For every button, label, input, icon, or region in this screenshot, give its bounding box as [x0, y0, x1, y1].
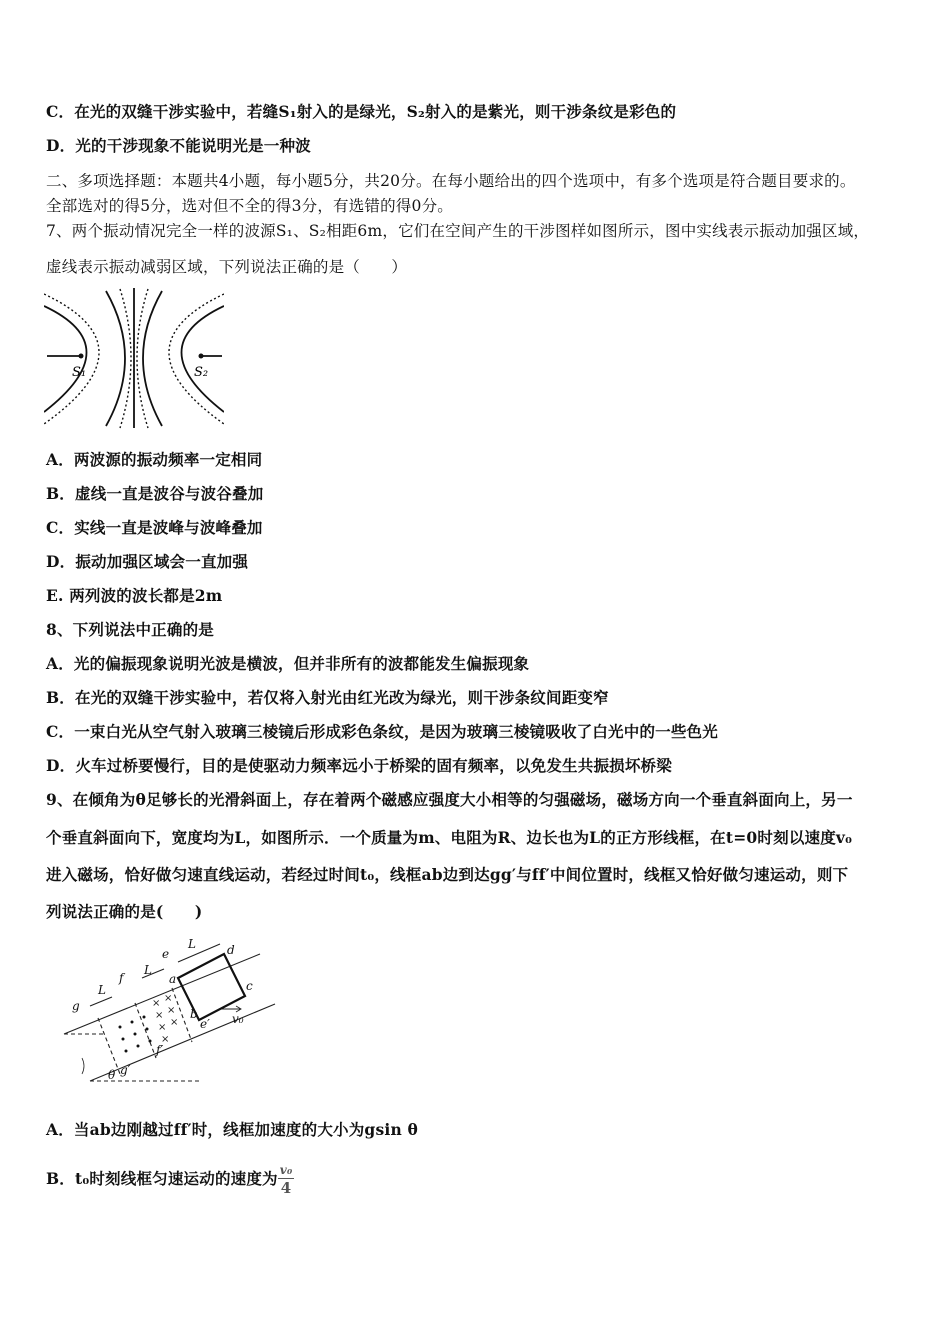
- q9-stem-4: 列说法正确的是( ): [46, 902, 203, 921]
- label-d: d: [227, 943, 235, 957]
- svg-text:×: ×: [158, 1022, 167, 1033]
- dim-L1: [90, 997, 112, 1006]
- label-e-prime: e′: [200, 1017, 210, 1031]
- source-s2-dot: [199, 354, 204, 359]
- inclined-plane-figure: [60, 934, 280, 1084]
- q7-stem-1: 7、两个振动情况完全一样的波源S₁、S₂相距6m，它们在空间产生的干涉图样如图所示，图中实线表示振动加强区域，: [46, 222, 870, 240]
- q8-stem: 8、下列说法中正确的是: [46, 620, 214, 639]
- fraction-v0-over-4: [278, 1164, 295, 1196]
- q8-option-d: D．火车过桥要慢行，目的是使驱动力频率远小于桥梁的固有频率，以免发生共振损坏桥梁: [46, 756, 672, 775]
- svg-text:×: ×: [170, 1017, 179, 1028]
- interference-pattern-figure: [44, 286, 224, 431]
- q9-stem-3: 进入磁场，恰好做匀速直线运动，若经过时间t₀，线框ab边到达gg′与ff′中间位置时，线框又恰好做匀速运动，则下: [46, 865, 849, 884]
- q9-option-a: A．当ab边刚越过ff′时，线框加速度的大小为gsin θ: [46, 1120, 419, 1139]
- label-L3: L: [188, 937, 196, 951]
- label-L2: L: [144, 963, 152, 977]
- boundary-gg: [98, 1018, 120, 1074]
- svg-text:×: ×: [167, 1005, 176, 1016]
- section2-instructions-2: 全部选对的得5分，选对但不全的得3分，有选错的得0分。: [46, 197, 453, 215]
- q7-option-b: B．虚线一直是波谷与波谷叠加: [46, 484, 264, 503]
- label-L1: L: [98, 983, 106, 997]
- label-e: e: [162, 947, 170, 961]
- boundary-ff: [135, 1003, 156, 1058]
- q8-option-a: A．光的偏振现象说明光波是横波，但并非所有的波都能发生偏振现象: [46, 654, 530, 673]
- q6-option-c: C．在光的双缝干涉实验中，若缝S₁射入的是绿光，S₂射入的是紫光，则干涉条纹是彩色的: [46, 102, 677, 121]
- label-v0: v₀: [232, 1012, 244, 1026]
- label-g: g: [72, 999, 80, 1013]
- label-s1: S₁: [72, 365, 87, 380]
- q8-option-b: B．在光的双缝干涉实验中，若仅将入射光由红光改为绿光，则干涉条纹间距变窄: [46, 688, 609, 707]
- q7-option-d: D．振动加强区域会一直加强: [46, 552, 249, 571]
- q9-option-b-text: B．t₀时刻线框匀速运动的速度为: [46, 1169, 278, 1188]
- q8-option-c: C．一束白光从空气射入玻璃三棱镜后形成彩色条纹，是因为玻璃三棱镜吸收了白光中的一些色光: [46, 722, 718, 741]
- label-f: f: [119, 971, 124, 985]
- svg-text:×: ×: [161, 1034, 170, 1045]
- q7-option-c: C．实线一直是波峰与波峰叠加: [46, 518, 263, 537]
- q9-stem-1: 9、在倾角为θ足够长的光滑斜面上，存在着两个磁感应强度大小相等的匀强磁场，磁场方向一个垂直斜面向上，另一: [46, 790, 853, 809]
- solid-line-right-outer: [182, 306, 225, 412]
- q7-option-a: A．两波源的振动频率一定相同: [46, 450, 263, 469]
- label-g-prime: g′: [120, 1063, 131, 1077]
- theta-arc: [82, 1058, 84, 1074]
- q6-option-d: D．光的干涉现象不能说明光是一种波: [46, 136, 311, 155]
- q7-option-e: E. 两列波的波长都是2m: [46, 586, 223, 605]
- q9-stem-2: 个垂直斜面向下，宽度均为L，如图所示．一个质量为m、电阻为R、边长也为L的正方形线框，在t=0时刻以速度v₀: [46, 828, 853, 847]
- source-s1-dot: [79, 354, 84, 359]
- label-f-prime: f′: [156, 1043, 164, 1057]
- field-dots: [119, 1016, 152, 1053]
- label-b: b: [190, 1007, 198, 1021]
- fraction-numerator: v₀: [279, 1163, 293, 1177]
- label-c: c: [246, 979, 253, 993]
- svg-text:×: ×: [164, 993, 173, 1004]
- label-s2: S₂: [194, 365, 209, 380]
- fraction-denominator: 4: [280, 1179, 292, 1197]
- q9-option-b: [46, 1159, 294, 1199]
- label-theta: θ: [108, 1068, 116, 1082]
- q7-stem-2: 虚线表示振动减弱区域，下列说法正确的是（ ）: [46, 258, 408, 276]
- section2-instructions-1: 二、多项选择题：本题共4小题，每小题5分，共20分。在每小题给出的四个选项中，有多个选项是符合题目要求的。: [46, 172, 856, 190]
- field-crosses: [152, 993, 178, 1045]
- solid-line-left-inner: [106, 291, 125, 426]
- svg-text:×: ×: [155, 1010, 164, 1021]
- svg-text:×: ×: [152, 998, 161, 1009]
- solid-line-left-outer: [44, 306, 87, 412]
- solid-line-right-inner: [143, 291, 162, 426]
- label-a: a: [169, 972, 177, 986]
